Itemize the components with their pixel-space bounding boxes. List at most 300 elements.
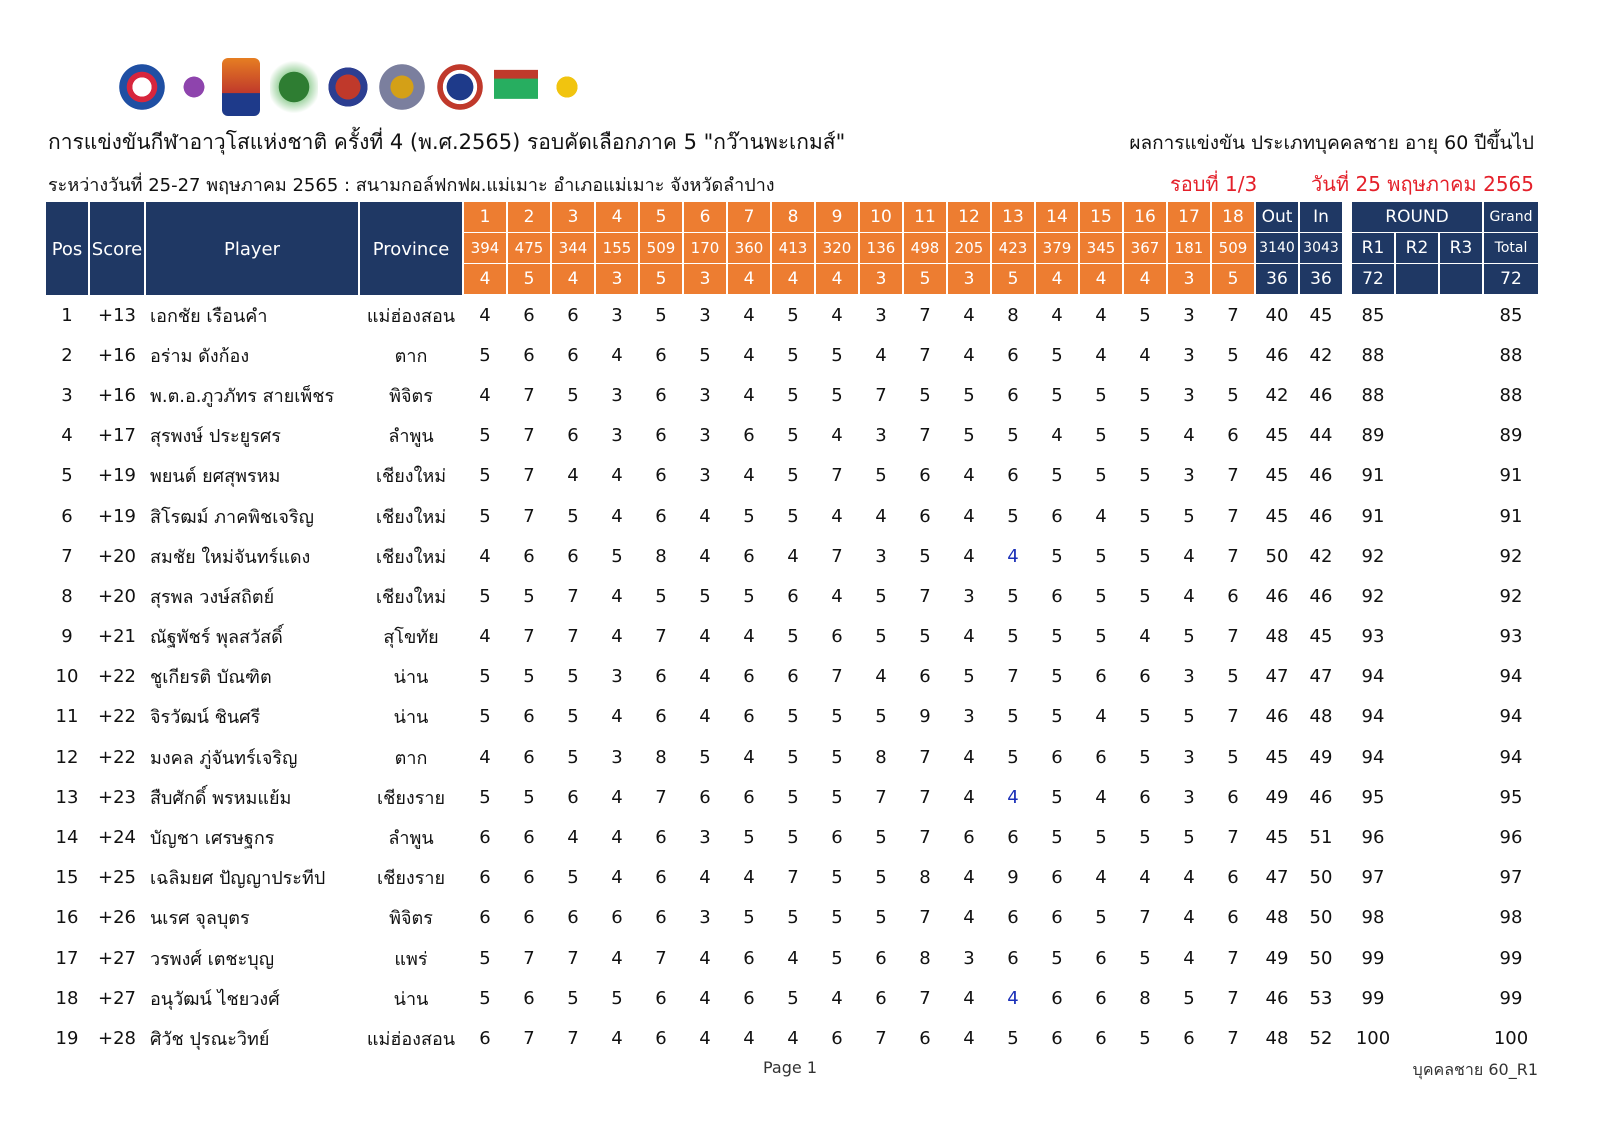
hole-score: 6 (743, 786, 755, 808)
hole-score: 4 (1007, 987, 1019, 1009)
hole-score: 6 (919, 505, 931, 527)
hole-score: 6 (743, 987, 755, 1009)
hole-score: 4 (1183, 585, 1195, 607)
row-spacer (1344, 576, 1350, 616)
player-r2 (1396, 938, 1438, 978)
col-header-r1: R1 (1352, 233, 1394, 264)
player-name: จิรวัฒน์ ชินศรี (150, 707, 261, 729)
col-header-pos: Pos (46, 202, 88, 295)
hole-par: 5 (1212, 264, 1254, 295)
player-r2 (1396, 335, 1438, 375)
hole-score: 7 (1227, 304, 1239, 326)
hole-yardage: 509 (640, 233, 682, 264)
player-r1: 99 (1361, 987, 1385, 1009)
player-r1: 100 (1355, 1027, 1391, 1049)
player-r1: 97 (1361, 867, 1385, 889)
player-r2 (1396, 898, 1438, 938)
table-row (46, 496, 1538, 536)
hole-score: 6 (743, 425, 755, 447)
hole-yardage: 475 (508, 233, 550, 264)
hole-score: 6 (479, 867, 491, 889)
hole-score: 4 (611, 505, 623, 527)
player-score: +19 (98, 465, 136, 487)
hole-score: 5 (963, 384, 975, 406)
player-out: 48 (1265, 907, 1289, 929)
hole-score: 6 (523, 907, 535, 929)
row-spacer (1344, 777, 1350, 817)
hole-par: 4 (1080, 264, 1122, 295)
player-r1: 93 (1361, 626, 1385, 648)
hole-score: 5 (1139, 505, 1151, 527)
hole-number: 14 (1036, 202, 1078, 233)
hole-score: 3 (699, 384, 711, 406)
hole-score: 7 (523, 626, 535, 648)
hole-score: 4 (831, 987, 843, 1009)
hole-score: 5 (875, 626, 887, 648)
hole-score: 4 (831, 505, 843, 527)
page-number: Page 1 (763, 1058, 817, 1077)
hole-score: 7 (655, 626, 667, 648)
hole-score: 5 (523, 585, 535, 607)
hole-score: 4 (963, 545, 975, 567)
hole-number: 1 (464, 202, 506, 233)
player-out: 47 (1265, 666, 1289, 688)
player-total: 92 (1499, 545, 1523, 567)
player-pos: 7 (61, 545, 73, 567)
hole-score: 4 (1095, 505, 1107, 527)
table-row (46, 416, 1538, 456)
table-row (46, 898, 1538, 938)
player-pos: 4 (61, 425, 73, 447)
hole-score: 6 (1227, 867, 1239, 889)
hole-score: 4 (479, 545, 491, 567)
hole-score: 5 (787, 786, 799, 808)
player-r3 (1440, 737, 1482, 777)
hole-score: 6 (1051, 867, 1063, 889)
hole-score: 5 (875, 706, 887, 728)
row-spacer (1344, 456, 1350, 496)
hole-score: 6 (831, 626, 843, 648)
hole-number: 11 (904, 202, 946, 233)
player-total: 94 (1499, 666, 1523, 688)
hole-score: 4 (963, 304, 975, 326)
hole-score: 5 (1139, 384, 1151, 406)
player-score: +20 (98, 545, 136, 567)
hole-score: 5 (831, 706, 843, 728)
player-score: +26 (98, 907, 136, 929)
player-r3 (1440, 536, 1482, 576)
hole-score: 5 (479, 666, 491, 688)
hole-score: 3 (875, 545, 887, 567)
hole-score: 4 (699, 1027, 711, 1049)
hole-score: 4 (831, 425, 843, 447)
hole-score: 7 (831, 465, 843, 487)
hole-score: 4 (787, 545, 799, 567)
elderly-sports-logo (176, 58, 212, 116)
hole-score: 6 (1051, 1027, 1063, 1049)
hole-score: 5 (787, 746, 799, 768)
hole-score: 5 (787, 505, 799, 527)
hole-score: 6 (1051, 505, 1063, 527)
table-row (46, 697, 1538, 737)
player-r2 (1396, 697, 1438, 737)
hole-score: 6 (787, 585, 799, 607)
hole-score: 4 (567, 465, 579, 487)
player-r3 (1440, 375, 1482, 415)
player-pos: 6 (61, 505, 73, 527)
hole-score: 6 (523, 304, 535, 326)
hole-score: 6 (523, 344, 535, 366)
hole-yardage: 320 (816, 233, 858, 264)
hole-score: 6 (479, 827, 491, 849)
hole-score: 4 (567, 827, 579, 849)
player-r2 (1396, 375, 1438, 415)
player-pos: 14 (55, 827, 79, 849)
temple-logo (378, 58, 426, 116)
hole-yardage: 205 (948, 233, 990, 264)
player-r3 (1440, 496, 1482, 536)
player-name: สิโรฒม์ ภาคพิชเจริญ (150, 506, 314, 528)
hole-score: 3 (875, 425, 887, 447)
player-total: 85 (1499, 304, 1523, 326)
hole-score: 5 (523, 786, 535, 808)
hole-score: 4 (963, 626, 975, 648)
player-r3 (1440, 978, 1482, 1018)
player-name: นเรศ จุลบุตร (150, 908, 250, 930)
hole-score: 4 (1051, 304, 1063, 326)
hole-score: 5 (1007, 706, 1019, 728)
player-pos: 5 (61, 465, 73, 487)
hole-score: 6 (699, 786, 711, 808)
region-map-logo (548, 58, 586, 116)
hole-score: 6 (1227, 907, 1239, 929)
row-spacer (1344, 697, 1350, 737)
hole-score: 6 (743, 706, 755, 728)
player-out: 45 (1265, 827, 1289, 849)
player-out: 45 (1265, 465, 1289, 487)
player-pos: 1 (61, 304, 73, 326)
hole-score: 5 (787, 827, 799, 849)
hole-score: 5 (1227, 666, 1239, 688)
hole-number: 5 (640, 202, 682, 233)
hole-score: 6 (655, 465, 667, 487)
hole-score: 6 (523, 746, 535, 768)
hole-score: 4 (963, 1027, 975, 1049)
hole-score: 6 (1139, 666, 1151, 688)
player-total: 96 (1499, 827, 1523, 849)
par-r3 (1440, 264, 1482, 295)
player-score: +19 (98, 505, 136, 527)
hole-score: 5 (1139, 465, 1151, 487)
hole-score: 5 (1139, 425, 1151, 447)
hole-score: 4 (963, 907, 975, 929)
hole-score: 6 (1007, 907, 1019, 929)
row-spacer (1344, 978, 1350, 1018)
player-total: 88 (1499, 344, 1523, 366)
player-name: สมชัย ใหม่จันทร์แดง (150, 546, 311, 568)
hole-score: 4 (699, 666, 711, 688)
player-r1: 96 (1361, 827, 1385, 849)
hole-score: 8 (875, 746, 887, 768)
hole-score: 4 (1007, 545, 1019, 567)
hole-score: 7 (1227, 987, 1239, 1009)
player-r1: 95 (1361, 786, 1385, 808)
col-header-player: Player (146, 202, 358, 295)
col-header-province: Province (360, 202, 462, 295)
hole-score: 7 (1139, 907, 1151, 929)
hole-score: 4 (611, 344, 623, 366)
player-name: อร่าม ดังก้อง (150, 345, 250, 367)
player-province: เชียงราย (376, 787, 446, 809)
hole-score: 4 (743, 384, 755, 406)
hole-score: 7 (1227, 545, 1239, 567)
hole-score: 5 (1183, 626, 1195, 648)
hole-score: 5 (479, 425, 491, 447)
player-score: +25 (98, 867, 136, 889)
player-name: สุรพล วงษ์สถิตย์ (150, 586, 275, 608)
player-in: 42 (1309, 344, 1333, 366)
hole-yardage: 136 (860, 233, 902, 264)
hole-score: 6 (1095, 947, 1107, 969)
player-name: สุรพงษ์ ประยูรศร (150, 426, 281, 448)
row-spacer (1344, 737, 1350, 777)
hole-score: 5 (699, 746, 711, 768)
hole-score: 6 (1095, 746, 1107, 768)
hole-score: 6 (655, 907, 667, 929)
hole-number: 18 (1212, 202, 1254, 233)
hole-score: 5 (567, 666, 579, 688)
player-out: 48 (1265, 1027, 1289, 1049)
hole-score: 6 (655, 827, 667, 849)
hole-score: 6 (919, 1027, 931, 1049)
yardage-out: 3140 (1256, 233, 1298, 264)
hole-par: 5 (640, 264, 682, 295)
hole-par: 4 (728, 264, 770, 295)
hole-score: 3 (699, 425, 711, 447)
hole-number: 12 (948, 202, 990, 233)
player-r2 (1396, 737, 1438, 777)
hole-score: 7 (831, 666, 843, 688)
hole-score: 7 (1227, 1027, 1239, 1049)
table-row (46, 938, 1538, 978)
player-out: 42 (1265, 384, 1289, 406)
hole-score: 4 (875, 666, 887, 688)
hole-score: 5 (1095, 827, 1107, 849)
col-header-r3: R3 (1440, 233, 1482, 264)
hole-score: 3 (963, 706, 975, 728)
player-province: พิจิตร (389, 385, 433, 407)
player-province: แม่ฮ่องสอน (366, 1028, 456, 1050)
hole-score: 3 (611, 384, 623, 406)
player-pos: 2 (61, 344, 73, 366)
hole-score: 6 (523, 867, 535, 889)
player-score: +22 (98, 706, 136, 728)
row-spacer (1344, 536, 1350, 576)
hole-score: 5 (479, 947, 491, 969)
hole-score: 6 (875, 987, 887, 1009)
hole-score: 4 (743, 626, 755, 648)
hole-score: 7 (1227, 465, 1239, 487)
hole-score: 6 (523, 545, 535, 567)
hole-score: 6 (567, 425, 579, 447)
hole-score: 7 (919, 344, 931, 366)
player-pos: 13 (55, 786, 79, 808)
hole-score: 5 (1051, 626, 1063, 648)
player-total: 97 (1499, 867, 1523, 889)
hole-score: 7 (567, 947, 579, 969)
hole-score: 6 (1007, 384, 1019, 406)
hole-score: 8 (919, 947, 931, 969)
hole-score: 7 (567, 1027, 579, 1049)
player-r3 (1440, 416, 1482, 456)
player-r1: 92 (1361, 585, 1385, 607)
hole-score: 4 (479, 304, 491, 326)
player-r3 (1440, 456, 1482, 496)
player-pos: 9 (61, 626, 73, 648)
hole-par: 4 (1036, 264, 1078, 295)
player-r3 (1440, 697, 1482, 737)
hole-score: 5 (479, 465, 491, 487)
hole-score: 3 (699, 465, 711, 487)
hole-number: 7 (728, 202, 770, 233)
hole-score: 6 (919, 666, 931, 688)
player-score: +27 (98, 987, 136, 1009)
hole-score: 4 (743, 1027, 755, 1049)
hole-score: 6 (567, 907, 579, 929)
player-r3 (1440, 1018, 1482, 1058)
player-r3 (1440, 617, 1482, 657)
hole-score: 5 (1007, 626, 1019, 648)
row-spacer (1344, 938, 1350, 978)
hole-score: 5 (1095, 585, 1107, 607)
thai-golf-association-logo (270, 58, 318, 116)
hole-score: 6 (1227, 425, 1239, 447)
hole-score: 4 (699, 987, 711, 1009)
player-r1: 88 (1361, 344, 1385, 366)
player-pos: 16 (55, 907, 79, 929)
hole-yardage: 155 (596, 233, 638, 264)
hole-score: 6 (655, 867, 667, 889)
hole-score: 5 (743, 585, 755, 607)
player-r2 (1396, 536, 1438, 576)
col-header-grand: Grand (1484, 202, 1538, 233)
col-header-score: Score (90, 202, 144, 295)
hole-score: 4 (699, 505, 711, 527)
hole-score: 6 (1007, 344, 1019, 366)
player-r2 (1396, 416, 1438, 456)
hole-par: 3 (1168, 264, 1210, 295)
hole-yardage: 498 (904, 233, 946, 264)
hole-score: 4 (1183, 867, 1195, 889)
hole-score: 5 (831, 786, 843, 808)
hole-score: 7 (919, 746, 931, 768)
hole-score: 6 (567, 304, 579, 326)
player-province: แพร่ (394, 948, 428, 970)
player-name: มงคล ภู่จันทร์เจริญ (150, 747, 298, 769)
hole-score: 5 (1139, 746, 1151, 768)
hole-score: 7 (919, 585, 931, 607)
hole-score: 6 (567, 786, 579, 808)
hole-score: 5 (567, 384, 579, 406)
hole-number: 16 (1124, 202, 1166, 233)
player-r2 (1396, 777, 1438, 817)
hole-score: 5 (655, 304, 667, 326)
hole-score: 6 (655, 425, 667, 447)
hole-score: 5 (1051, 545, 1063, 567)
player-r2 (1396, 858, 1438, 898)
player-pos: 12 (55, 746, 79, 768)
par-r2 (1396, 264, 1438, 295)
hole-score: 4 (611, 867, 623, 889)
hole-score: 4 (963, 344, 975, 366)
hole-par: 4 (1124, 264, 1166, 295)
hole-score: 5 (787, 907, 799, 929)
hole-score: 4 (1139, 867, 1151, 889)
player-r2 (1396, 817, 1438, 857)
hole-score: 6 (919, 465, 931, 487)
player-province: น่าน (393, 667, 429, 689)
player-score: +17 (98, 425, 136, 447)
hole-score: 7 (875, 384, 887, 406)
hole-score: 6 (523, 706, 535, 728)
row-spacer (1344, 858, 1350, 898)
hole-score: 6 (1051, 987, 1063, 1009)
hole-score: 6 (1007, 465, 1019, 487)
sponsor-logos (118, 56, 586, 118)
hole-score: 3 (611, 304, 623, 326)
row-spacer (1344, 335, 1350, 375)
player-score: +23 (98, 786, 136, 808)
player-total: 91 (1499, 465, 1523, 487)
player-r3 (1440, 898, 1482, 938)
hole-score: 4 (479, 626, 491, 648)
player-province: เชียงใหม่ (375, 506, 447, 528)
player-name: อนุวัฒน์ ไชยวงศ์ (150, 988, 280, 1010)
col-header-in: In (1300, 202, 1342, 233)
hole-score: 5 (787, 465, 799, 487)
player-total: 99 (1499, 947, 1523, 969)
hole-score: 3 (1183, 746, 1195, 768)
hole-score: 4 (611, 585, 623, 607)
hole-yardage: 360 (728, 233, 770, 264)
player-out: 50 (1265, 545, 1289, 567)
hole-score: 7 (567, 585, 579, 607)
hole-score: 6 (655, 505, 667, 527)
hole-score: 5 (567, 706, 579, 728)
player-r1: 88 (1361, 384, 1385, 406)
hole-score: 6 (1183, 1027, 1195, 1049)
hole-score: 4 (699, 706, 711, 728)
hole-score: 5 (699, 585, 711, 607)
hole-score: 5 (831, 344, 843, 366)
player-province: น่าน (393, 707, 429, 729)
table-row (46, 576, 1538, 616)
leaderboard-table (44, 202, 1540, 1059)
hole-score: 4 (743, 867, 755, 889)
player-pos: 18 (55, 987, 79, 1009)
player-total: 92 (1499, 585, 1523, 607)
player-total: 95 (1499, 786, 1523, 808)
hole-score: 5 (611, 987, 623, 1009)
row-spacer (1344, 416, 1350, 456)
hole-score: 6 (523, 827, 535, 849)
hole-score: 6 (655, 1027, 667, 1049)
hole-yardage: 394 (464, 233, 506, 264)
par-in: 36 (1300, 264, 1342, 295)
hole-score: 5 (1183, 987, 1195, 1009)
hole-score: 3 (1183, 465, 1195, 487)
hole-score: 7 (523, 947, 535, 969)
